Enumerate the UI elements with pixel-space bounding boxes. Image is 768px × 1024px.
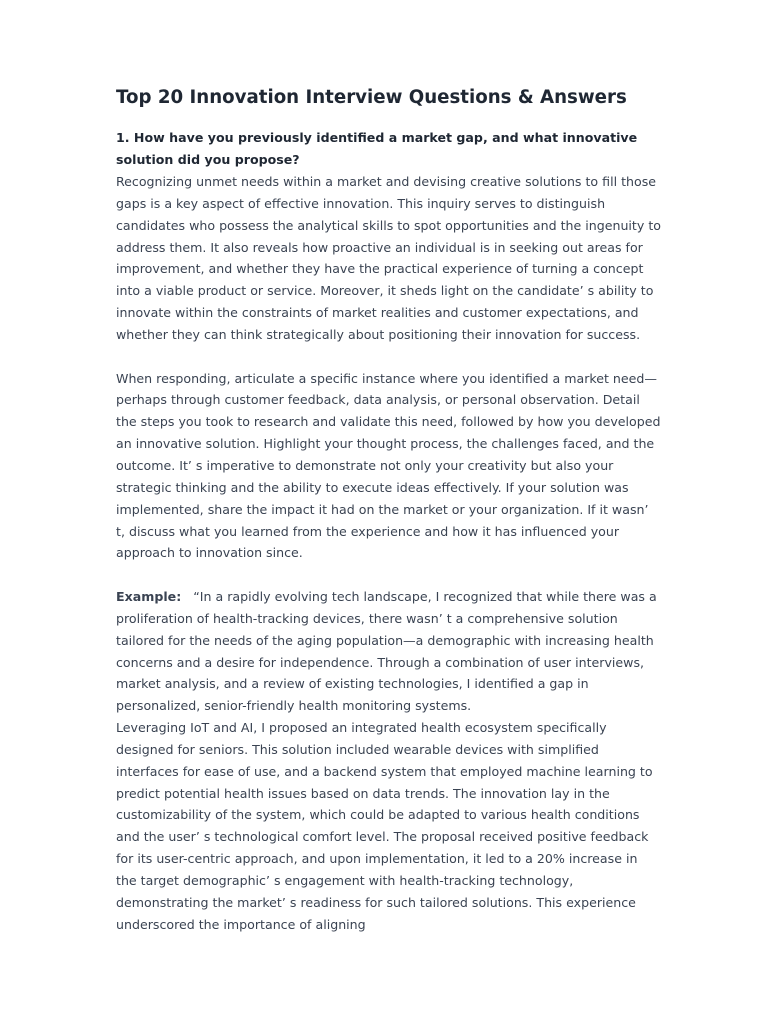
question-heading: 1. How have you previously identified a market gap, and what innovative solution did you propose? (116, 130, 638, 167)
example-continuation-paragraph: Leveraging IoT and AI, I proposed an integrated health ecosystem specifically designed for seniors. This solution included wearable devices with simplified interfaces for ease of use, and a backend system that employed machine learning to predict potential health issues based on data trends. The innovation lay in the customizability of the system, which could be adapted to various health conditions and the user’ s technological comfort level. The proposal received positive feedback for its user-centric approach, and upon implementation, it led to a 20% increase in the target demographic’ s engagement with health-tracking technology, demonstrating the market’ s readiness for such tailored solutions. This experience underscored the importance of aligning (116, 720, 653, 932)
example-paragraph (116, 586, 661, 717)
intro-paragraph: Recognizing unmet needs within a market and devising creative solutions to fill those gaps is a key aspect of effective innovation. This inquiry serves to distinguish candidates who possess the analytical skills to spot opportunities and the ingenuity to address them. It also reveals how proactive an individual is in seeking out areas for improvement, and whether they have the practical experience of turning a concept into a viable product or service. Moreover, it sheds light on the candidate’ s ability to innovate within the constraints of market realities and customer expectations, and whether they can think strategically about positioning their innovation for success. (116, 174, 661, 342)
document-page (116, 84, 661, 936)
example-text: “In a rapidly evolving tech landscape, I recognized that while there was a proliferation of health-tracking devices, there wasn’ t a comprehensive solution tailored for the needs of the aging population—a demographic with increasing health concerns and a desire for independence. Through a combination of user interviews, market analysis, and a review of existing technologies, I identified a gap in personalized, senior-friendly health monitoring systems. (116, 589, 657, 714)
response-guidance-paragraph: When responding, articulate a specific instance where you identified a market need—perhaps through customer feedback, data analysis, or personal observation. Detail the steps you took to research and validate this need, followed by how you developed an innovative solution. Highlight your thought process, the challenges faced, and the outcome. It’ s imperative to demonstrate not only your creativity but also your strategic thinking and the ability to execute ideas effectively. If your solution was implemented, share the impact it had on the market or your organization. If it wasn’ t, discuss what you learned from the experience and how it has influenced your approach to innovation since. (116, 370, 661, 561)
example-label: Example: (116, 589, 182, 605)
document-title: Top 20 Innovation Interview Questions & Answers (116, 87, 627, 108)
